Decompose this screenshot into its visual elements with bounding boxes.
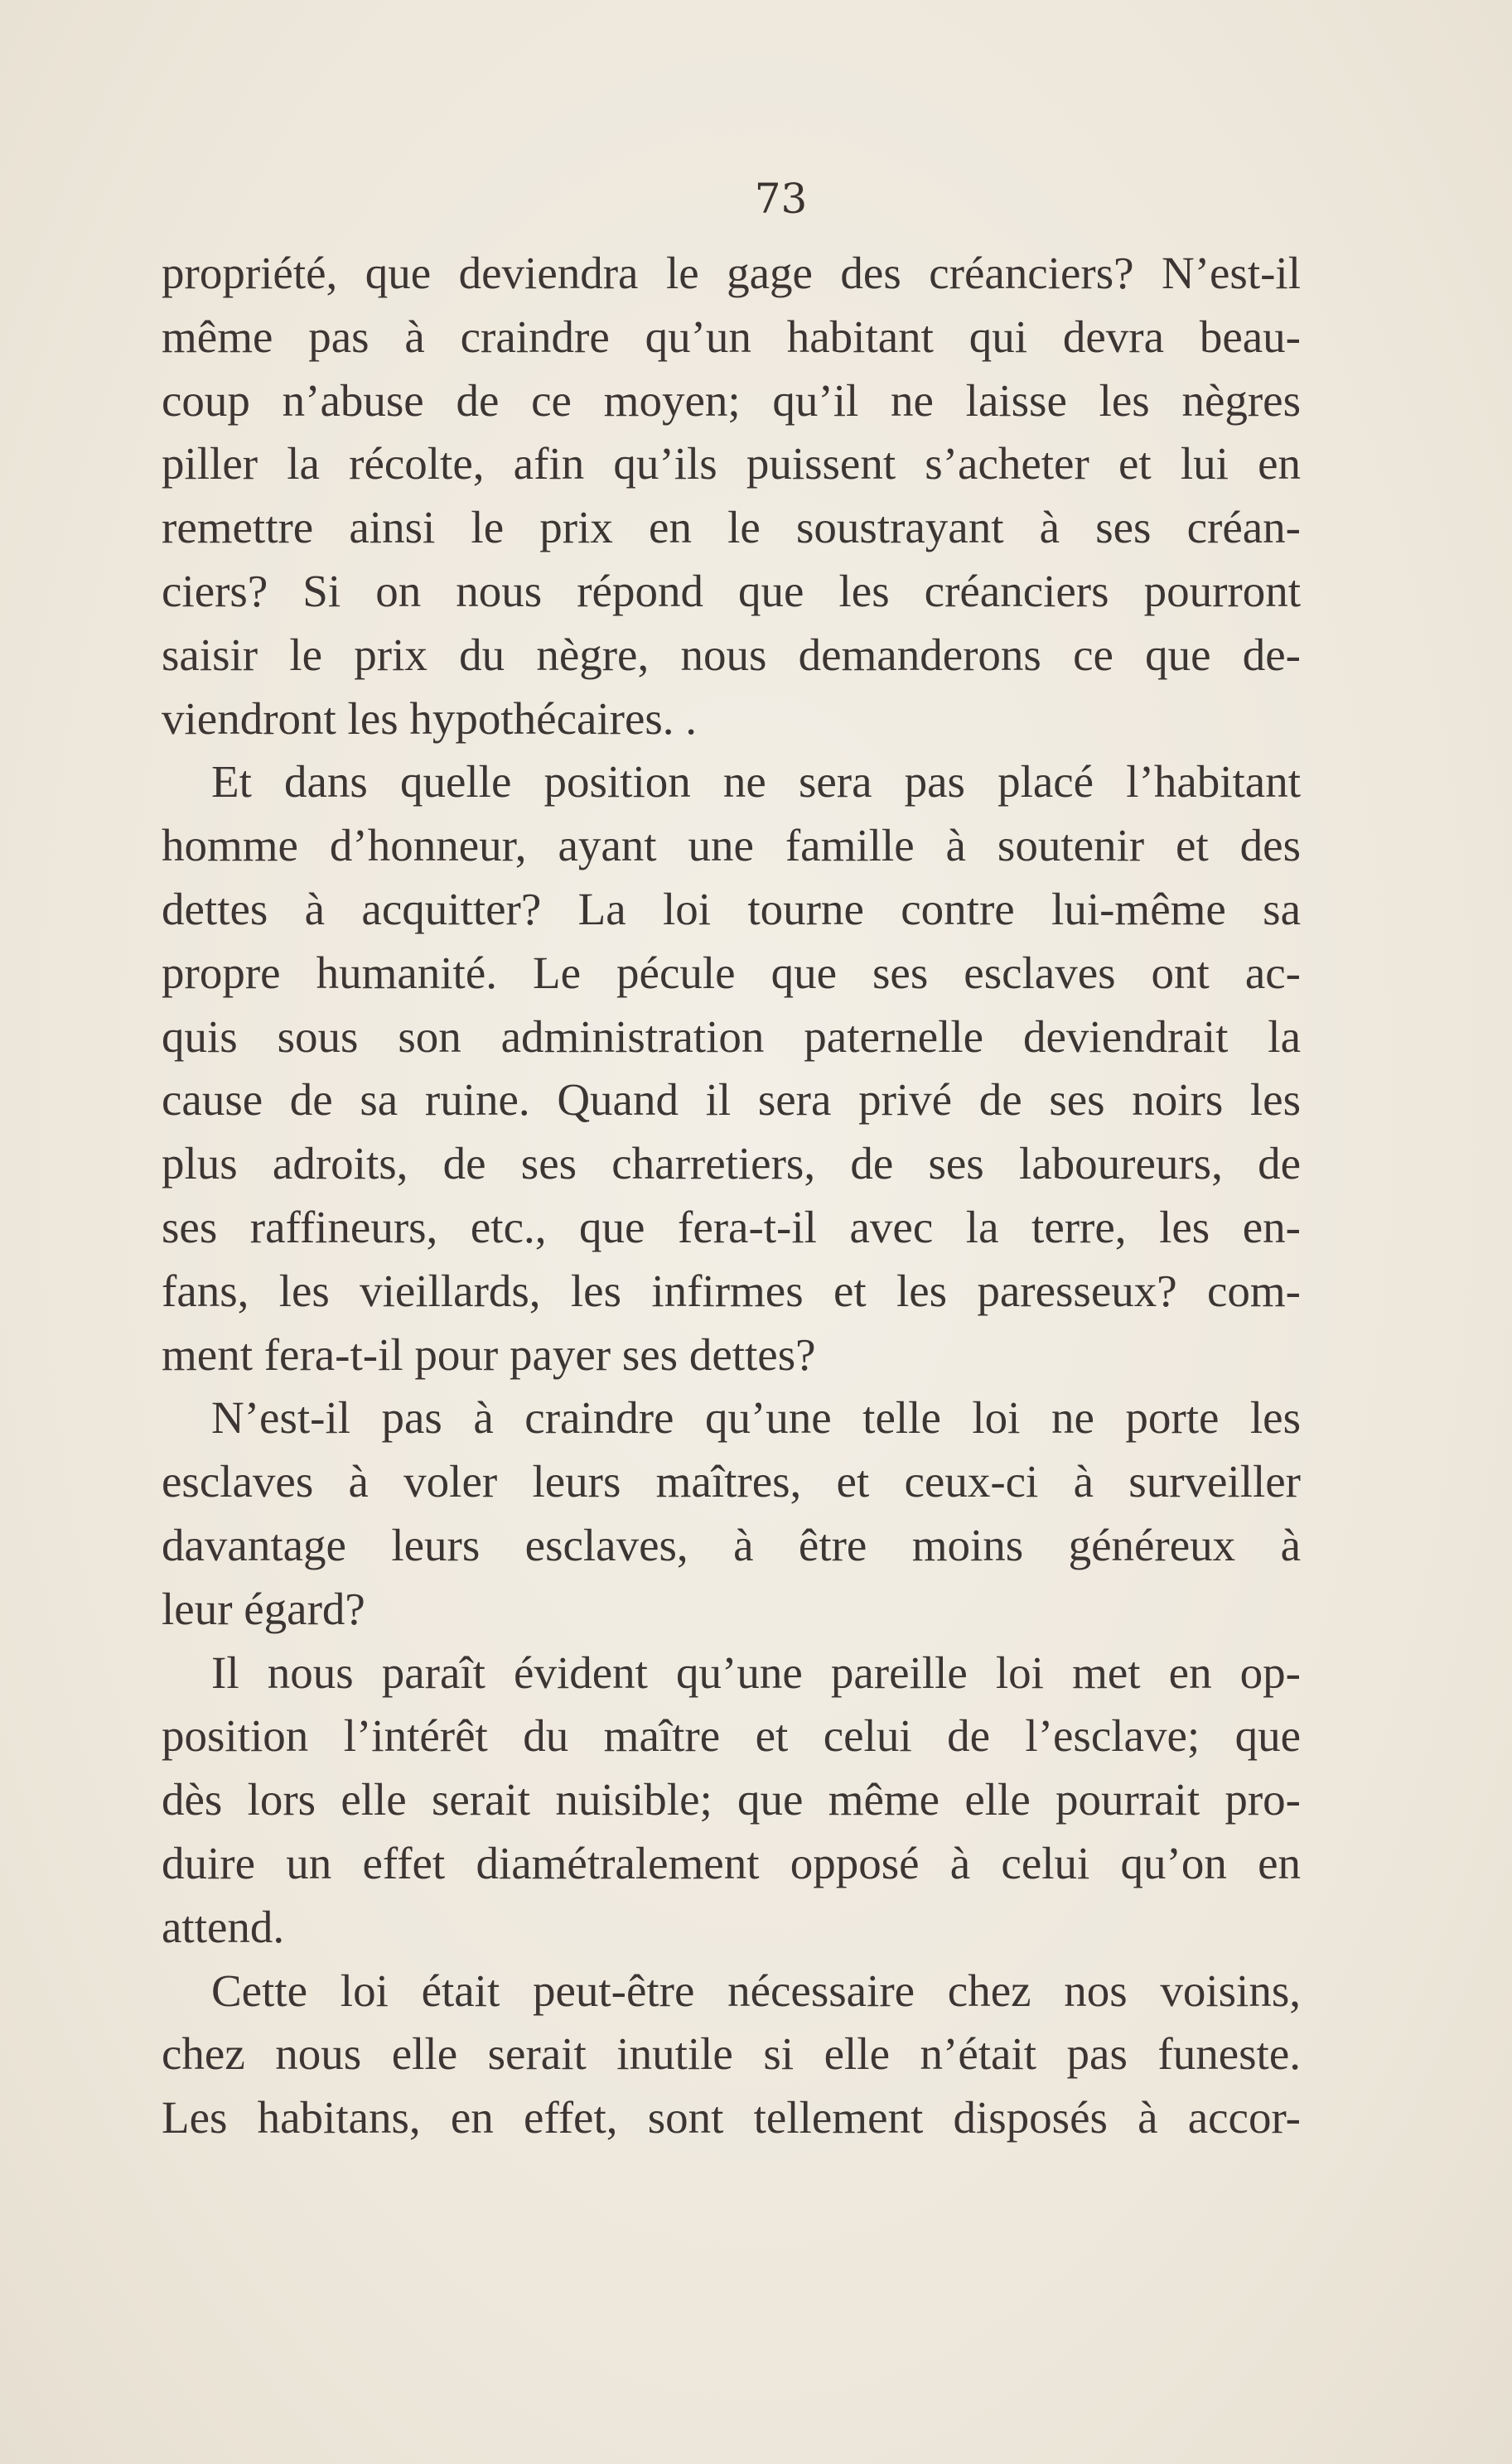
text-line: plus adroits, de ses charretiers, de ses laboureurs, de — [162, 1138, 1301, 1189]
text-line: homme d’honneur, ayant une famille à soutenir et des — [162, 820, 1301, 871]
text-line: cause de sa ruine. Quand il sera privé de ses noirs les — [162, 1074, 1301, 1126]
text-line: davantage leurs esclaves, à être moins généreux à — [162, 1519, 1301, 1570]
text-line: ciers? Si on nous répond que les créanciers pourront — [162, 565, 1301, 616]
text-line: viendront les hypothécaires. . — [162, 692, 698, 744]
text-line: leur égard? — [162, 1583, 365, 1634]
text-line: Et dans quelle position ne sera pas placé l’habitant — [211, 756, 1301, 808]
text-line: attend. — [162, 1901, 285, 1952]
page-number: 73 — [754, 175, 808, 223]
text-line: Cette loi était peut-être nécessaire chez nos voisins, — [211, 1965, 1301, 2016]
text-line: position l’intérêt du maître et celui de l’esclave; que — [162, 1710, 1301, 1762]
text-line: remettre ainsi le prix en le soustrayant à ses créan- — [162, 502, 1301, 553]
text-line: quis sous son administration paternelle deviendrait la — [162, 1010, 1301, 1062]
text-line: ment fera-t-il pour payer ses dettes? — [162, 1328, 816, 1380]
text-line: N’est-il pas à craindre qu’une telle loi ne porte les — [211, 1392, 1301, 1444]
text-line: duire un effet diamétralement opposé à celui qu’on en — [162, 1837, 1301, 1888]
text-line: dès lors elle serait nuisible; que même elle pourrait pro- — [162, 1774, 1301, 1825]
text-line: même pas à craindre qu’un habitant qui devra beau- — [162, 311, 1301, 362]
text-line: chez nous elle serait inutile si elle n’était pas funeste. — [162, 2028, 1301, 2080]
text-line: propriété, que deviendra le gage des créanciers? N’est-il — [162, 248, 1301, 298]
text-line: coup n’abuse de ce moyen; qu’il ne laisse les nègres — [162, 374, 1301, 426]
text-line: fans, les vieillards, les infirmes et les paresseux? com- — [162, 1265, 1301, 1316]
text-line: Il nous paraît évident qu’une pareille loi met en op- — [211, 1647, 1301, 1698]
text-line: Les habitans, en effet, sont tellement disposés à accor- — [162, 2092, 1301, 2143]
text-line: esclaves à voler leurs maîtres, et ceux-ci à surveiller — [162, 1456, 1301, 1507]
body-text — [162, 242, 1301, 2150]
text-line: dettes à acquitter? La loi tourne contre lui-même sa — [162, 883, 1301, 934]
text-line: ses raffineurs, etc., que fera-t-il avec la terre, les en- — [162, 1201, 1301, 1252]
text-line: saisir le prix du nègre, nous demanderons ce que de- — [162, 629, 1301, 680]
text-line: propre humanité. Le pécule que ses esclaves ont ac- — [162, 947, 1301, 998]
text-line: piller la récolte, afin qu’ils puissent s’acheter et lui en — [162, 438, 1301, 489]
